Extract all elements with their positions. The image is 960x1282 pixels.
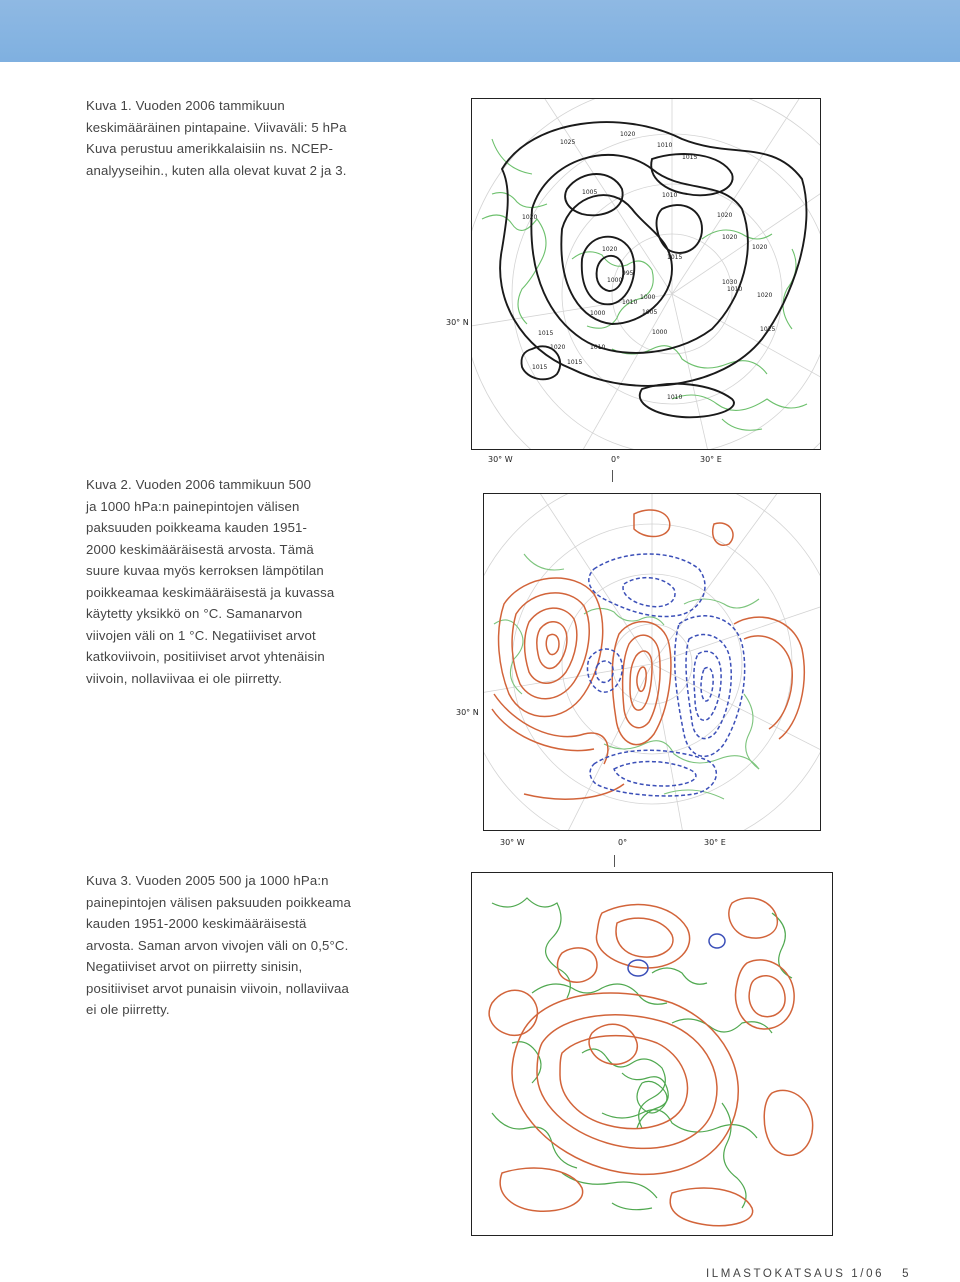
latitude-label: 30° N (456, 708, 479, 717)
thickness-anomaly-2005-svg (472, 873, 832, 1235)
caption-line: suure kuvaa myös kerroksen lämpötilan (86, 563, 324, 578)
caption-line: Kuva 1. Vuoden 2006 tammikuun (86, 98, 285, 113)
caption-line: katkoviivoin, positiiviset arvot yhtenäisin (86, 649, 325, 664)
contour-label: 1020 (620, 131, 636, 138)
tick-mark (612, 470, 613, 482)
contour-label: 1020 (752, 244, 768, 251)
contour-label: 995 (622, 270, 634, 277)
caption-line: ja 1000 hPa:n painepintojen välisen (86, 498, 300, 514)
caption-line: positiiviset arvot punaisin viivoin, nollaviivaa (86, 980, 350, 996)
contour-label: 1005 (642, 309, 658, 316)
contour-label: 1020 (550, 344, 566, 351)
contour-label: 1020 (522, 214, 538, 221)
figure2-caption (86, 474, 406, 689)
thickness-anomaly-2006-map (483, 493, 821, 831)
caption-line: 2000 keskimääräisestä arvosta. Tämä (86, 541, 314, 557)
longitude-label: 30° E (700, 455, 722, 464)
figure3-caption (86, 870, 446, 1021)
contour-label: 1000 (640, 294, 656, 301)
contour-label: 1000 (607, 277, 623, 284)
caption-line: Kuva perustuu amerikkalaisiin ns. NCEP- (86, 141, 333, 156)
surface-pressure-map (471, 98, 821, 450)
contour-label: 1010 (667, 394, 683, 401)
contour-label: 1015 (538, 330, 554, 337)
contour-label: 1015 (667, 254, 683, 261)
caption-line: arvosta. Saman arvon vivojen väli on 0,5°C. (86, 937, 349, 953)
caption-line: paksuuden poikkeama kauden 1951- (86, 520, 308, 535)
latitude-label: 30° N (446, 318, 469, 327)
contour-label: 1000 (590, 310, 606, 317)
contour-label: 1010 (662, 192, 678, 199)
contour-label: 1015 (567, 359, 583, 366)
caption-line: Negatiiviset arvot on piirretty sinisin, (86, 959, 303, 974)
publication-name: ILMASTOKATSAUS 1/06 (706, 1268, 885, 1280)
longitude-label: 30° W (500, 838, 525, 847)
caption-line: viivojen väli on 1 °C. Negatiiviset arvot (86, 627, 316, 643)
contour-label: 1010 (590, 344, 606, 351)
contour-label: 1020 (717, 212, 733, 219)
tick-mark (614, 855, 615, 867)
page-footer (706, 1268, 909, 1280)
caption-line: Kuva 3. Vuoden 2005 500 ja 1000 hPa:n (86, 873, 329, 888)
contour-label: 1020 (602, 246, 618, 253)
header-band (0, 0, 960, 62)
caption-line: analyyseihin., kuten alla olevat kuvat 2 ja 3. (86, 162, 347, 178)
contour-label: 1030 (722, 279, 738, 286)
caption-line: käytetty yksikkö on °C. Samanarvon (86, 606, 303, 621)
figure1-caption (86, 95, 416, 181)
contour-label: 1025 (760, 326, 776, 333)
contour-label: 1020 (757, 292, 773, 299)
caption-line: viivoin, nollaviivaa ei ole piirretty. (86, 670, 283, 686)
contour-label: 1005 (582, 189, 598, 196)
contour-label: 1010 (657, 142, 673, 149)
contour-label: 1020 (722, 234, 738, 241)
caption-line: kauden 1951-2000 keskimääräisestä (86, 916, 307, 931)
longitude-label: 30° W (488, 455, 513, 464)
caption-line: Kuva 2. Vuoden 2006 tammikuun 500 (86, 477, 312, 492)
longitude-label: 30° E (704, 838, 726, 847)
longitude-label: 0° (618, 838, 628, 847)
contour-label: 1010 (622, 299, 638, 306)
contour-label: 1010 (727, 286, 743, 293)
caption-line: painepintojen välisen paksuuden poikkeama (86, 894, 351, 910)
contour-label: 1025 (560, 139, 576, 146)
page-number: 5 (902, 1268, 909, 1280)
contour-label: 1000 (652, 329, 668, 336)
caption-line: ei ole piirretty. (86, 1002, 170, 1017)
thickness-anomaly-2005-map (471, 872, 833, 1236)
caption-line: poikkeamaa keskimääräisestä ja kuvassa (86, 584, 335, 600)
thickness-anomaly-2006-svg (484, 494, 820, 830)
contour-label: 1015 (682, 154, 698, 161)
surface-pressure-svg (472, 99, 820, 449)
contour-label: 1015 (532, 364, 548, 371)
longitude-label: 0° (611, 455, 621, 464)
caption-line: keskimääräinen pintapaine. Viivaväli: 5 hPa (86, 119, 347, 135)
